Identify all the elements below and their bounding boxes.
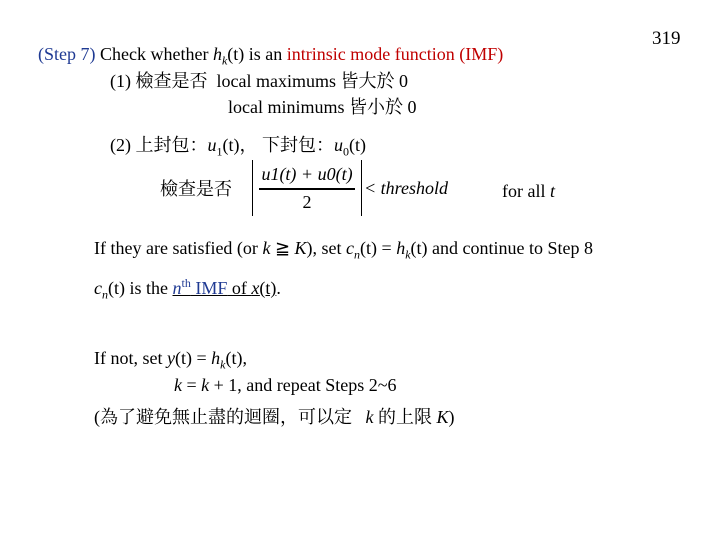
abs-value-fraction bbox=[252, 160, 362, 216]
item-2-envelopes: (2) 上封包：$u_1(t)$， 下封包：$u_0(t)$ bbox=[110, 135, 366, 159]
item-1-min: local minimums 皆小於 0 bbox=[228, 97, 417, 117]
fraction-numerator: u1(t) + u0(t) bbox=[261, 164, 353, 184]
satisfied-line: If they are satisfied (or k ≧ K), set $c_n(t) = h_k(t)$ and continue to Step 8 bbox=[94, 238, 594, 262]
imf-phrase: intrinsic mode function (IMF) bbox=[286, 44, 504, 64]
fraction-bar bbox=[259, 188, 355, 190]
note-line: (為了避免無止盡的迴圈，可以定 k 的上限 K) bbox=[94, 407, 455, 427]
step-7-line: (Step 7) Check whether $h_k(t)$ is an intrinsic mode function (IMF) bbox=[38, 44, 504, 68]
check-text: Check whether bbox=[100, 44, 213, 64]
step-label: (Step 7) bbox=[38, 44, 96, 64]
k-update-line: k = k + 1, and repeat Steps 2~6 bbox=[174, 375, 397, 395]
check-label: 檢查是否 bbox=[160, 179, 232, 199]
threshold-text: < threshold bbox=[364, 178, 448, 198]
fraction-denominator: 2 bbox=[302, 192, 312, 212]
item-1-max: (1) 檢查是否 local maximums 皆大於 0 bbox=[110, 71, 408, 91]
page-number: 319 bbox=[652, 28, 681, 49]
for-all-text: for all t bbox=[502, 181, 555, 201]
imf-line: $c_n(t)$ is the $n^{th}$ IMF of x(t). bbox=[94, 276, 281, 302]
not-satisfied-line: If not, set $y(t) = h_k(t)$, bbox=[94, 348, 247, 372]
imf-underlined-phrase: $n^{th}$ IMF of x(t) bbox=[172, 276, 277, 298]
